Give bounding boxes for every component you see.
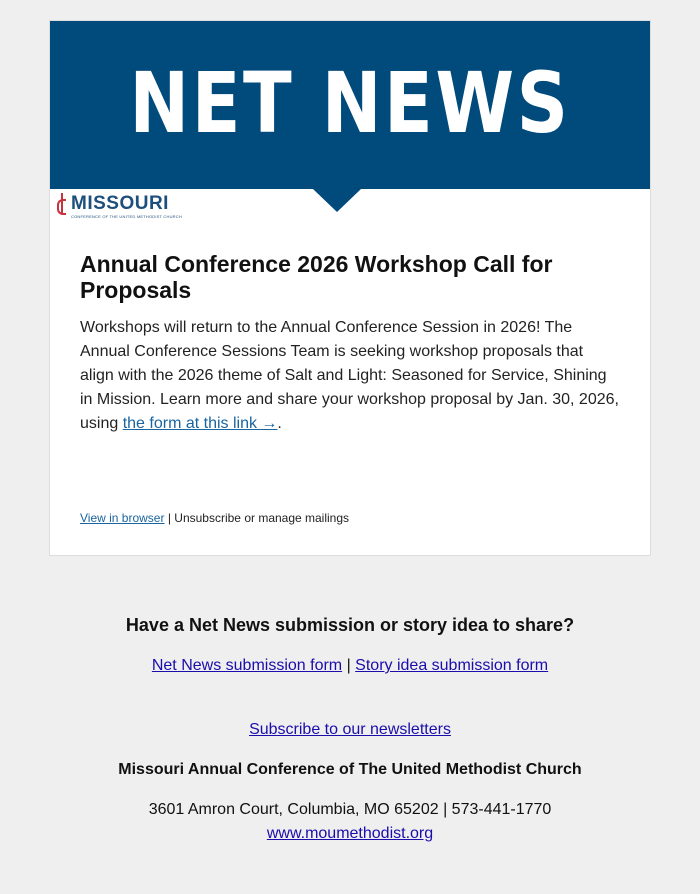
logo-name: MISSOURI <box>71 193 169 214</box>
separator: | <box>342 657 356 674</box>
submission-prompt: Have a Net News submission or story idea to share? <box>125 615 575 635</box>
mailing-links <box>80 511 349 525</box>
article-end: . <box>277 415 282 432</box>
article-text: Workshops will return to the Annual Conference Session in 2026! The Annual Conference Sessions Team is seeking workshop proposals that align with the 2026 theme of Salt and Light: Seasoned for Service, Shining in Mission. Learn more and share your workshop proposal by Jan. 30, 2026, using <box>80 319 619 432</box>
form-link[interactable]: the form at this link → <box>122 415 278 432</box>
separator: | <box>164 511 175 525</box>
subscribe-link[interactable]: Subscribe to our newsletters <box>249 721 451 738</box>
story-idea-link[interactable]: Story idea submission form <box>355 657 549 674</box>
banner-title: NET NEWS <box>129 54 571 152</box>
org-name: Missouri Annual Conference of The United Methodist Church <box>118 761 582 778</box>
unsubscribe-link[interactable]: Unsubscribe or manage mailings <box>174 511 350 525</box>
missouri-logo <box>57 193 182 220</box>
address: 3601 Amron Court, Columbia, MO 65202 | 573-441-1770 <box>148 801 552 818</box>
subscribe-row <box>0 721 700 739</box>
article-body <box>80 316 620 436</box>
view-in-browser-link[interactable]: View in browser <box>80 511 165 525</box>
website-row <box>0 825 700 843</box>
website-link[interactable]: www.moumethodist.org <box>266 825 434 842</box>
article-title: Annual Conference 2026 Workshop Call for Proposals <box>80 251 553 303</box>
cross-flame-icon <box>57 193 69 213</box>
banner <box>50 21 650 189</box>
banner-notch <box>313 189 361 212</box>
submission-links <box>0 657 700 675</box>
net-news-submission-link[interactable]: Net News submission form <box>151 657 343 674</box>
newsletter-card <box>49 20 651 556</box>
logo-tagline: CONFERENCE OF THE UNITED METHODIST CHURCH <box>71 214 182 219</box>
